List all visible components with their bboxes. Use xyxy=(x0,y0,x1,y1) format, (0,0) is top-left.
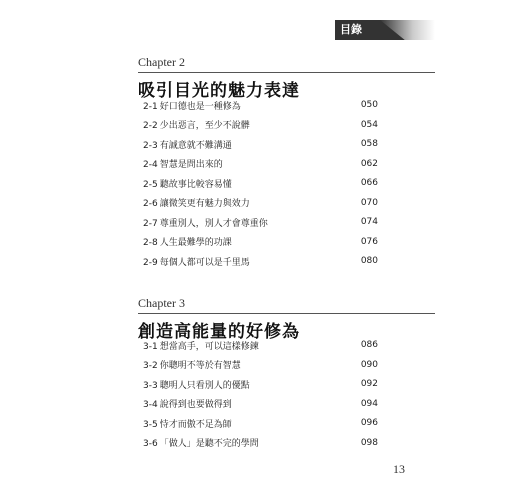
toc-entry-text: 每個人都可以是千里馬 xyxy=(159,257,250,268)
toc-entry-page: 086 xyxy=(360,340,378,350)
toc-entry xyxy=(143,213,378,231)
chapter-3-label: Chapter 3 xyxy=(138,296,185,310)
chapter-3-rule xyxy=(138,313,435,314)
toc-entry xyxy=(143,135,378,153)
toc-entry-title xyxy=(143,397,232,410)
header-title: 目錄 xyxy=(340,23,362,36)
toc-entry-number: 2-2 xyxy=(143,121,158,131)
toc-entry xyxy=(143,96,378,114)
toc-entry-number: 2-6 xyxy=(143,199,158,209)
page-number: 13 xyxy=(393,462,405,476)
toc-entry-text: 人生最難學的功課 xyxy=(159,238,232,248)
toc-entry xyxy=(143,375,378,393)
toc-entry-text: 你聰明不等於有智慧 xyxy=(159,361,241,371)
toc-entry-text: 尊重別人，別人才會尊重你 xyxy=(159,218,268,229)
toc-entry-number: 2-4 xyxy=(143,160,158,170)
toc-entry xyxy=(143,233,378,251)
toc-entry-number: 3-2 xyxy=(143,361,158,371)
toc-entry-title xyxy=(143,255,250,268)
toc-entry-number: 3-5 xyxy=(143,419,158,430)
toc-entry-text: 好口德也是一種修為 xyxy=(159,101,241,112)
toc-entry-page: 050 xyxy=(360,100,378,110)
toc-entry-page: 080 xyxy=(360,256,378,266)
toc-entry-number: 2-5 xyxy=(143,179,158,190)
toc-entry-page: 096 xyxy=(360,418,378,428)
chapter-2-rule xyxy=(138,72,435,73)
toc-entry-text: 聽故事比較容易懂 xyxy=(159,179,232,190)
toc-entry xyxy=(143,174,378,192)
toc-entry-page: 066 xyxy=(360,178,378,188)
toc-entry-number: 2-7 xyxy=(143,218,158,229)
toc-entry-number: 3-1 xyxy=(143,341,158,352)
toc-entry-page: 070 xyxy=(360,197,378,208)
chapter-3-title: 創造高能量的好修為 xyxy=(138,322,300,342)
toc-entry xyxy=(143,356,378,374)
toc-entry-page: 054 xyxy=(360,119,378,130)
toc-entry-text: 聰明人只看別人的優點 xyxy=(159,380,250,391)
toc-entry-title xyxy=(143,196,250,209)
toc-entry-text: 讓微笑更有魅力與效力 xyxy=(159,199,250,209)
toc-entry xyxy=(143,252,378,270)
toc-entry-number: 3-3 xyxy=(143,380,158,391)
toc-entry-number: 2-3 xyxy=(143,140,158,151)
toc-entry-number: 3-6 xyxy=(143,439,158,449)
toc-entry-title xyxy=(143,157,223,170)
toc-entry-title xyxy=(143,235,232,248)
toc-entry-text: 「做人」是聽不完的學問 xyxy=(159,439,259,449)
chapter-2-label: Chapter 2 xyxy=(138,55,185,69)
toc-entry-title xyxy=(143,138,232,151)
toc-entry-number: 2-8 xyxy=(143,238,158,248)
toc-entry-title xyxy=(143,339,259,352)
toc-entry xyxy=(143,194,378,212)
toc-entry-title xyxy=(143,378,250,391)
toc-entry-page: 074 xyxy=(360,217,378,227)
toc-entry-title xyxy=(143,358,241,371)
toc-entry xyxy=(143,395,378,413)
chapter-2-title: 吸引目光的魅力表達 xyxy=(138,81,300,101)
toc-entry-page: 098 xyxy=(360,437,378,448)
toc-entry-text: 說得到也要做得到 xyxy=(159,400,232,410)
toc-entry-text: 少出惡言，至少不說髒 xyxy=(159,121,250,131)
toc-entry-text: 有誠意就不難溝通 xyxy=(159,140,232,151)
toc-entry-number: 2-9 xyxy=(143,257,158,268)
toc-entry-page: 076 xyxy=(360,236,378,247)
toc-entry-text: 恃才而傲不足為師 xyxy=(159,419,232,430)
toc-entry-number: 2-1 xyxy=(143,101,158,112)
toc-entry-title xyxy=(143,417,232,430)
toc-entry-text: 想當高手，可以這樣修鍊 xyxy=(159,341,259,352)
toc-entry-title xyxy=(143,177,232,190)
toc-entry-text: 智慧是問出來的 xyxy=(159,160,223,170)
toc-entry-title xyxy=(143,216,268,229)
toc-entry-number: 3-4 xyxy=(143,400,158,410)
toc-entry-title xyxy=(143,118,250,131)
toc-entry-page: 058 xyxy=(360,139,378,149)
toc-entry-page: 094 xyxy=(360,398,378,409)
toc-entry-page: 092 xyxy=(360,379,378,389)
toc-entry-title xyxy=(143,436,259,449)
toc-entry xyxy=(143,434,378,452)
toc-entry-page: 090 xyxy=(360,359,378,370)
toc-entry xyxy=(143,414,378,432)
toc-entry-page: 062 xyxy=(360,158,378,169)
toc-entry xyxy=(143,336,378,354)
toc-entry xyxy=(143,116,378,134)
toc-entry xyxy=(143,155,378,173)
toc-entry-title xyxy=(143,99,241,112)
